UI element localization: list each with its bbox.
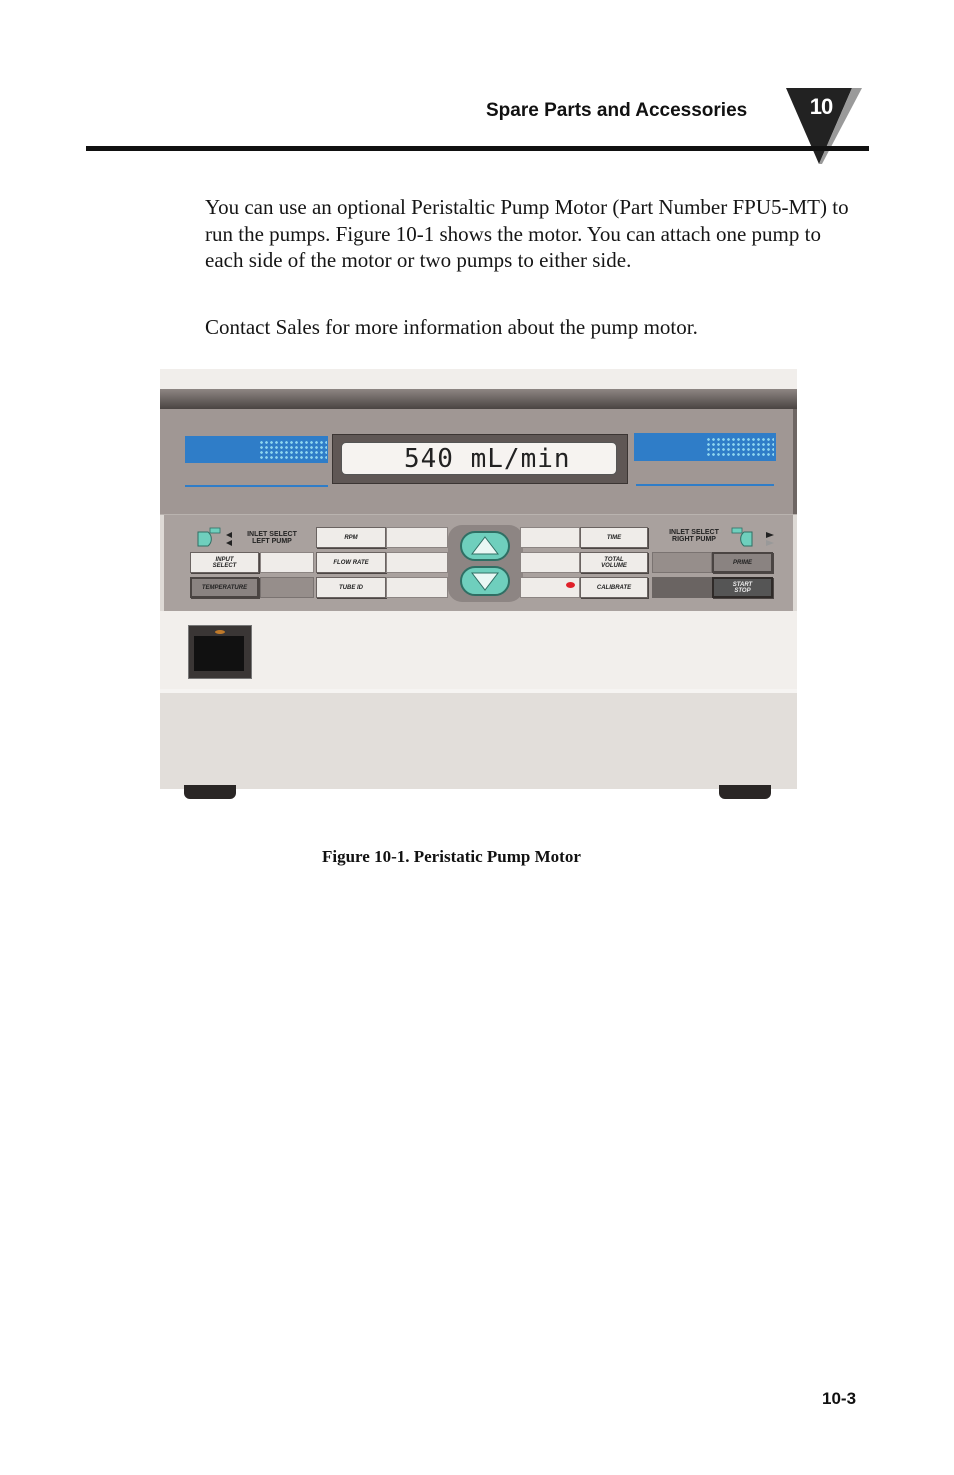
input-select-strip (260, 552, 314, 573)
lcd-frame (332, 434, 628, 484)
figure-caption: Figure 10-1. Peristatic Pump Motor (322, 847, 581, 866)
right-pump-indicator (634, 433, 776, 461)
section-title: Spare Parts and Accessories (486, 100, 748, 121)
control-panel-face (164, 515, 793, 612)
header-rule (86, 146, 869, 151)
up-arrow-button[interactable] (460, 531, 510, 561)
left-foot (184, 785, 236, 799)
left-inlet-icon (196, 526, 244, 550)
right-inlet-label: INLET SELECT RIGHT PUMP (669, 529, 719, 543)
input-select-button[interactable]: INPUT SELECT (190, 552, 259, 573)
time-strip (520, 527, 580, 548)
motor-top-surface (160, 369, 797, 389)
temperature-button[interactable]: TEMPERATURE (190, 577, 259, 598)
left-pump-indicator (185, 436, 328, 463)
display-panel (160, 409, 797, 514)
power-indicator-icon (215, 630, 225, 634)
arrow-keypad (448, 525, 523, 602)
left-inlet-label: INLET SELECT LEFT PUMP (247, 531, 297, 545)
right-foot (719, 785, 771, 799)
tube-id-strip (386, 577, 448, 598)
status-led (566, 582, 575, 588)
motor-top-edge (160, 389, 797, 409)
contact-paragraph: Contact Sales for more information about the pump motor. (205, 315, 698, 339)
rpm-button[interactable]: RPM (316, 527, 386, 548)
prime-strip (652, 552, 712, 573)
control-panel (160, 514, 797, 613)
lcd-readout: 540 mL/min (341, 442, 617, 475)
right-indicator-line (636, 484, 774, 486)
rpm-strip (386, 527, 448, 548)
indicator-dots (706, 437, 774, 457)
right-inlet-icon (728, 526, 780, 550)
prime-button[interactable]: PRIME (712, 552, 773, 573)
tube-id-button[interactable]: TUBE ID (316, 577, 386, 598)
flow-rate-button[interactable]: FLOW RATE (316, 552, 386, 573)
motor-front-lower (160, 611, 797, 689)
total-volume-strip (520, 552, 580, 573)
motor-base (160, 689, 797, 789)
down-arrow-icon (462, 568, 508, 594)
temperature-strip (260, 577, 314, 598)
chapter-number: 10 (809, 94, 833, 119)
pump-motor-figure (160, 369, 797, 801)
time-button[interactable]: TIME (580, 527, 648, 548)
page-number: 10-3 (822, 1389, 857, 1408)
down-arrow-button[interactable] (460, 566, 510, 596)
total-volume-button[interactable]: TOTAL VOLUME (580, 552, 648, 573)
flow-rate-strip (386, 552, 448, 573)
start-stop-button[interactable]: START STOP (712, 577, 773, 598)
indicator-dots (259, 440, 327, 460)
power-switch[interactable] (188, 625, 252, 679)
up-arrow-icon (462, 533, 508, 559)
intro-paragraph: You can use an optional Peristaltic Pump Motor (Part Number FPU5-MT) to run the pumps. Figure 10-1 shows the motor. You can attach one pump to each side of the motor or two pumps to either side. (205, 195, 849, 272)
power-switch-rocker (194, 636, 244, 671)
left-indicator-line (185, 485, 328, 487)
start-stop-strip (652, 577, 712, 598)
calibrate-button[interactable]: CALIBRATE (580, 577, 648, 598)
